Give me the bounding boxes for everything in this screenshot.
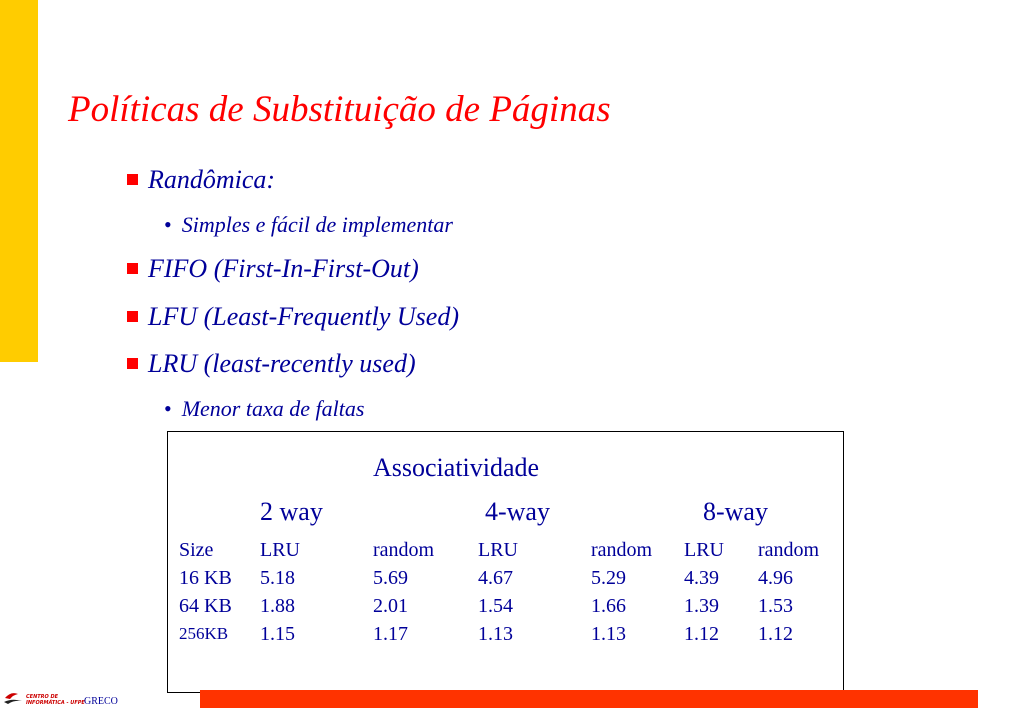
subbullet-simples	[164, 212, 453, 238]
column-header: Size	[179, 539, 214, 561]
table-cell: 1.53	[758, 595, 793, 617]
slide-title: Políticas de Substituição de Páginas	[68, 89, 611, 130]
bullet-lru	[127, 349, 416, 379]
institution-line: CENTRO DE	[26, 694, 59, 700]
table-cell: 2.01	[373, 595, 408, 617]
column-header: LRU	[478, 539, 518, 561]
table-heading: Associatividade	[373, 453, 540, 482]
group-2way: 2 way	[260, 497, 323, 526]
bullet-text: LFU (Least-Frequently Used)	[148, 302, 459, 331]
column-header: random	[591, 539, 653, 561]
group-name: GRECO	[84, 696, 118, 707]
bottom-accent-bar	[200, 690, 978, 708]
table-cell: 1.39	[684, 595, 719, 617]
column-header: random	[373, 539, 435, 561]
bullet-text: LRU (least-recently used)	[148, 349, 416, 378]
table-cell: 5.69	[373, 567, 408, 589]
size-cell: 16 KB	[179, 567, 232, 589]
side-accent-bar	[0, 0, 38, 362]
table-cell: 4.96	[758, 567, 793, 589]
bullet-text: Randômica:	[148, 165, 276, 194]
group-8way: 8-way	[703, 497, 768, 526]
column-header: LRU	[684, 539, 724, 561]
subbullet-menor	[164, 396, 364, 422]
square-bullet-icon	[127, 358, 138, 369]
subbullet-text: Simples e fácil de implementar	[181, 212, 453, 237]
table-cell: 1.54	[478, 595, 513, 617]
dot-bullet-icon: •	[164, 212, 172, 237]
cin-logo-icon	[2, 689, 24, 705]
size-cell: 256KB	[179, 624, 229, 643]
column-header: LRU	[260, 539, 300, 561]
table-cell: 4.39	[684, 567, 719, 589]
table-cell: 1.13	[478, 623, 513, 645]
table-cell: 1.13	[591, 623, 626, 645]
column-header: random	[758, 539, 820, 561]
table-cell: 4.67	[478, 567, 513, 589]
table-cell: 5.18	[260, 567, 295, 589]
table-cell: 5.29	[591, 567, 626, 589]
dot-bullet-icon: •	[164, 396, 172, 421]
institution-line: INFORMÁTICA - UFPE	[26, 700, 85, 706]
table-cell: 1.12	[684, 623, 719, 645]
square-bullet-icon	[127, 263, 138, 274]
group-4way: 4-way	[485, 497, 550, 526]
subbullet-text: Menor taxa de faltas	[181, 396, 365, 421]
table-cell: 1.88	[260, 595, 295, 617]
bullet-text: FIFO (First-In-First-Out)	[148, 254, 419, 283]
bullet-randomica	[127, 165, 275, 195]
size-cell: 64 KB	[179, 595, 232, 617]
square-bullet-icon	[127, 174, 138, 185]
bullet-lfu	[127, 302, 459, 332]
bullet-fifo	[127, 254, 419, 284]
square-bullet-icon	[127, 311, 138, 322]
table-cell: 1.17	[373, 623, 408, 645]
table-cell: 1.66	[591, 595, 626, 617]
table-cell: 1.15	[260, 623, 295, 645]
institution-name	[26, 694, 85, 706]
table-cell: 1.12	[758, 623, 793, 645]
